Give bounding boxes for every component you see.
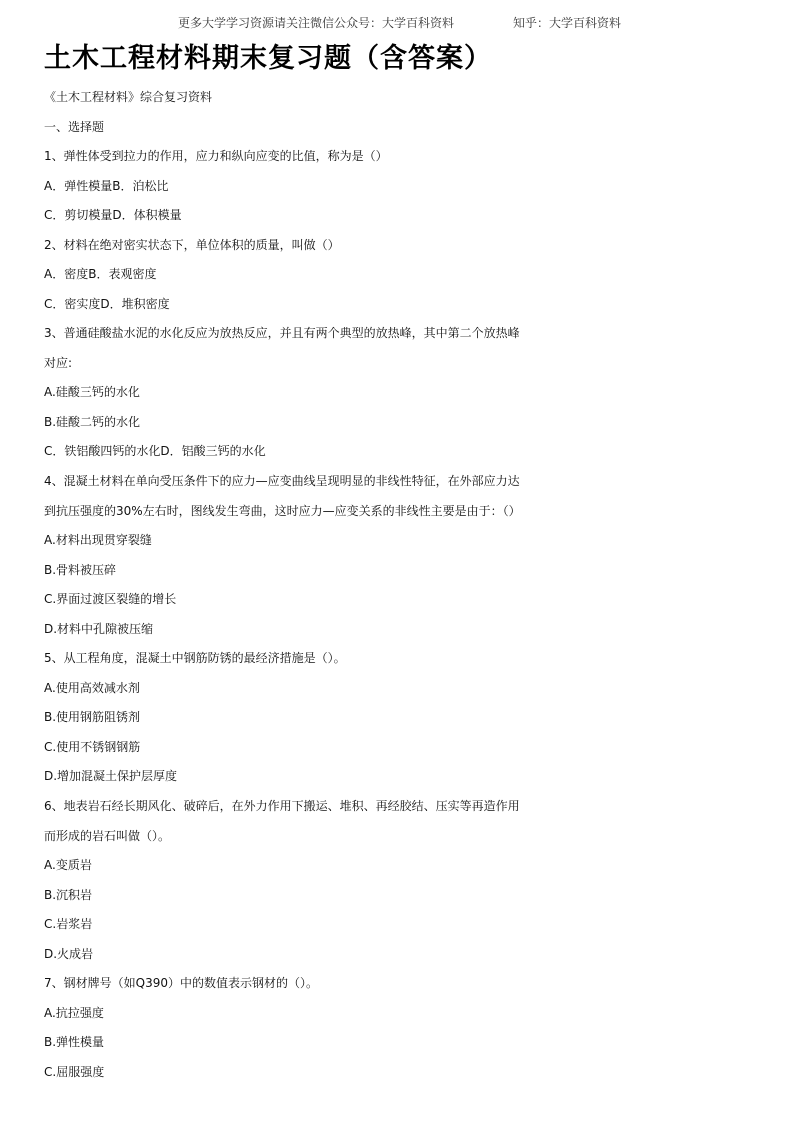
question-line: D.火成岩 (44, 946, 94, 961)
question-line: A.变质岩 (44, 858, 92, 873)
question-line: D.材料中孔隙被压缩 (44, 621, 154, 636)
question-line: 5、从工程角度，混凝土中钢筋防锈的最经济措施是（）。 (44, 651, 346, 666)
question-line: A.抗拉强度 (44, 1005, 104, 1020)
question-line: B.弹性模量 (44, 1035, 105, 1050)
question-line: D.增加混凝土保护层厚度 (44, 769, 178, 784)
question-line: C.屈服强度 (44, 1064, 105, 1079)
question-line: 6、地表岩石经长期风化、破碎后，在外力作用下搬运、堆积、再经胶结、压实等再造作用 (44, 799, 520, 814)
question-line: A.使用高效减水剂 (44, 680, 140, 695)
question-line: C.界面过渡区裂缝的增长 (44, 592, 177, 607)
question-line: C．密实度D．堆积密度 (44, 296, 170, 311)
question-line: C.岩浆岩 (44, 917, 93, 932)
question-line: B.硅酸二钙的水化 (44, 414, 141, 429)
question-list (44, 148, 564, 1094)
header-wechat-note: 更多大学学习资源请关注微信公众号：大学百科资料 (178, 16, 455, 30)
question-line: C．剪切模量D．体积模量 (44, 208, 182, 223)
question-line: A.硅酸三钙的水化 (44, 385, 140, 400)
question-line: 对应: (44, 355, 73, 370)
question-line: 2、材料在绝对密实状态下，单位体积的质量，叫做（） (44, 237, 340, 252)
question-line: 4、混凝土材料在单向受压条件下的应力—应变曲线呈现明显的非线性特征，在外部应力达 (44, 474, 520, 489)
question-line: 7、钢材牌号（如Q390）中的数值表示钢材的（）。 (44, 976, 318, 991)
question-line: 1、弹性体受到拉力的作用，应力和纵向应变的比值，称为是（） (44, 149, 388, 163)
question-line: C.使用不锈钢钢筋 (44, 739, 141, 754)
section-heading: 一、选择题 (44, 120, 105, 134)
question-line: 3、普通硅酸盐水泥的水化反应为放热反应，并且有两个典型的放热峰，其中第二个放热峰 (44, 326, 520, 341)
question-line: 而形成的岩石叫做（）。 (44, 828, 171, 843)
question-line: B.沉积岩 (44, 887, 93, 902)
question-line: C．铁铝酸四钙的水化D．铝酸三钙的水化 (44, 444, 266, 459)
question-line: B.骨料被压碎 (44, 562, 117, 577)
document-subtitle: 《土木工程材料》综合复习资料 (44, 90, 213, 104)
header-zhihu-note: 知乎：大学百科资料 (513, 16, 622, 30)
question-line: A．密度B．表观密度 (44, 267, 157, 282)
question-line: A.材料出现贯穿裂缝 (44, 533, 152, 548)
question-line: B.使用钢筋阻锈剂 (44, 710, 141, 725)
question-line: 到抗压强度的30%左右时，图线发生弯曲，这时应力—应变关系的非线性主要是由于：（） (44, 503, 521, 518)
page-title: 土木工程材料期末复习题（含答案） (44, 43, 492, 74)
page-header-note (0, 14, 793, 32)
question-line: A．弹性模量B．泊松比 (44, 178, 169, 193)
